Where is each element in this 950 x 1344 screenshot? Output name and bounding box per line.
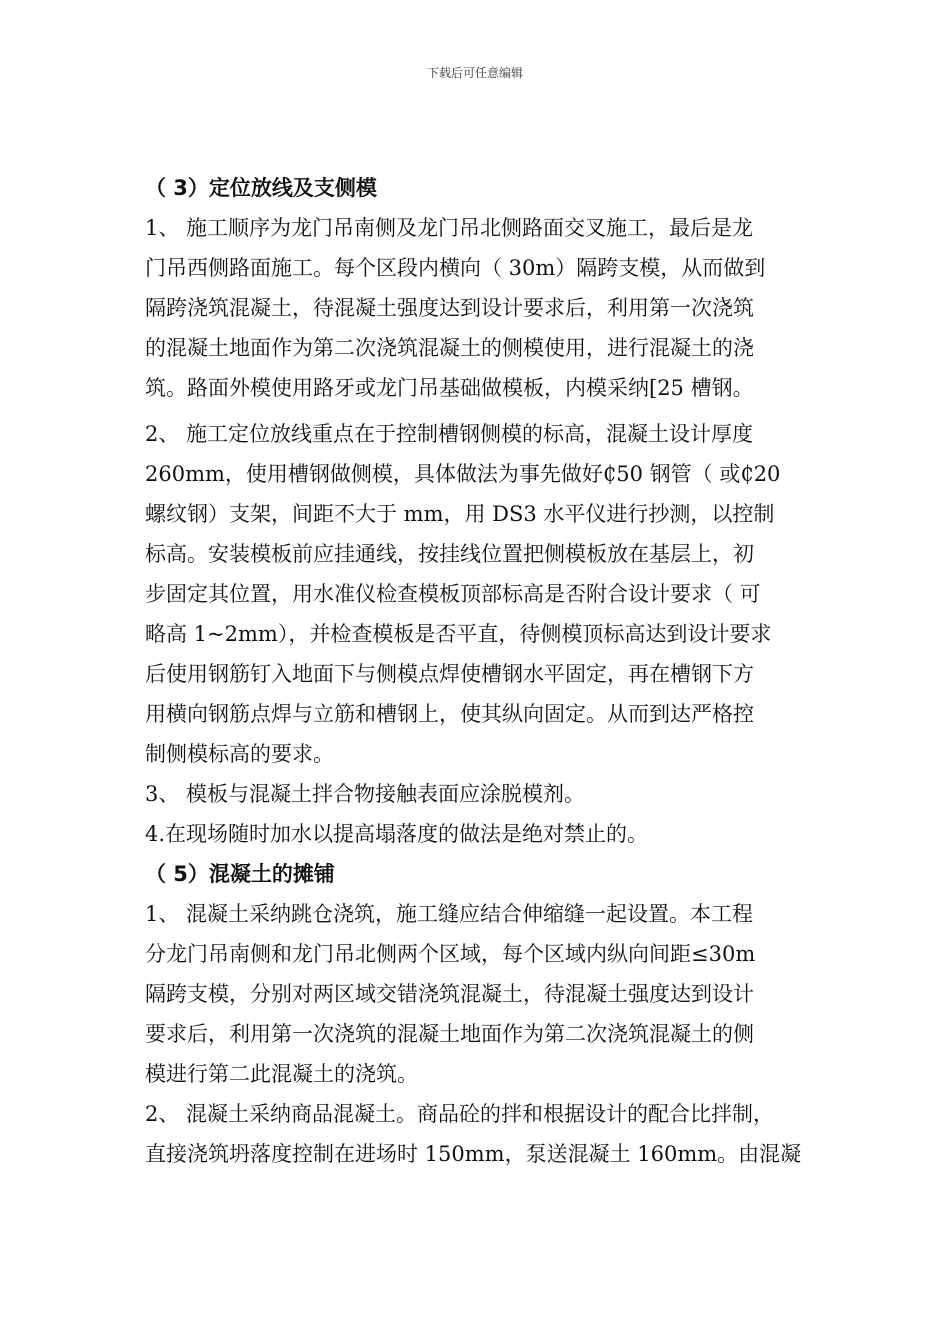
text-line: 3、 模板与混凝土拌合物接触表面应涂脱模剂。 — [145, 782, 586, 806]
paragraph-3-1 — [145, 208, 835, 408]
text-line: 2、 施工定位放线重点在于控制槽钢侧模的标高，混凝土设计厚度 — [145, 422, 754, 446]
text-line: 螺纹钢）支架，间距不大于 mm，用 DS3 水平仪进行抄测，以控制 — [145, 502, 775, 526]
text-line: 标高。安装模板前应挂通线，按挂线位置把侧模板放在基层上，初 — [145, 542, 754, 566]
text-line: 门吊西侧路面施工。每个区段内横向（ 30m）隔跨支模，从而做到 — [145, 256, 766, 280]
text-line: 隔跨浇筑混凝土，待混凝土强度达到设计要求后，利用第一次浇筑 — [145, 296, 754, 320]
paragraph-3-3 — [145, 774, 835, 814]
text-line: 步固定其位置，用水准仪检查模板顶部标高是否附合设计要求（ 可 — [145, 582, 761, 606]
paragraph-3-4 — [145, 814, 835, 854]
text-line: 260mm，使用槽钢做侧模，具体做法为事先做好₵50 钢管（ 或₵20 — [145, 462, 781, 486]
text-line: 分龙门吊南侧和龙门吊北侧两个区域，每个区域内纵向间距≤30m — [145, 942, 756, 966]
text-line: 1、 混凝土采纳跳仓浇筑，施工缝应结合伸缩缝一起设置。本工程 — [145, 902, 754, 926]
text-line: 4.在现场随时加水以提高塌落度的做法是绝对禁止的。 — [145, 822, 649, 846]
text-line: 要求后，利用第一次浇筑的混凝土地面作为第二次浇筑混凝土的侧 — [145, 1022, 754, 1046]
section-heading-3: （ 3）定位放线及支侧模 — [145, 176, 377, 200]
text-line: 隔跨支模，分别对两区域交错浇筑混凝土，待混凝土强度达到设计 — [145, 982, 754, 1006]
text-line: 用横向钢筋点焊与立筋和槽钢上，使其纵向固定。从而到达严格控 — [145, 702, 754, 726]
text-line: 直接浇筑坍落度控制在进场时 150mm，泵送混凝土 160mm。由混凝 — [145, 1142, 802, 1166]
paragraph-5-2 — [145, 1094, 835, 1174]
text-line: 模进行第二此混凝土的浇筑。 — [145, 1062, 418, 1086]
text-line: 制侧模标高的要求。 — [145, 742, 334, 766]
header-note: 下载后可任意编辑 — [426, 66, 523, 80]
paragraph-5-1 — [145, 894, 835, 1094]
section-heading-5: （ 5）混凝土的摊铺 — [145, 862, 335, 886]
text-line: 的混凝土地面作为第二次浇筑混凝土的侧模使用，进行混凝土的浇 — [145, 336, 754, 360]
text-line: 1、 施工顺序为龙门吊南侧及龙门吊北侧路面交叉施工，最后是龙 — [145, 216, 754, 240]
paragraph-3-2 — [145, 414, 835, 774]
text-line: 略高 1~2mm），并检查模板是否平直，待侧模顶标高达到设计要求 — [145, 622, 772, 646]
document-body — [145, 168, 835, 1174]
text-line: 筑。路面外模使用路牙或龙门吊基础做模板，内模采纳[25 槽钢。 — [145, 376, 754, 400]
text-line: 后使用钢筋钉入地面下与侧模点焊使槽钢水平固定，再在槽钢下方 — [145, 662, 754, 686]
text-line: 2、 混凝土采纳商品混凝土。商品砼的拌和根据设计的配合比拌制， — [145, 1102, 775, 1126]
